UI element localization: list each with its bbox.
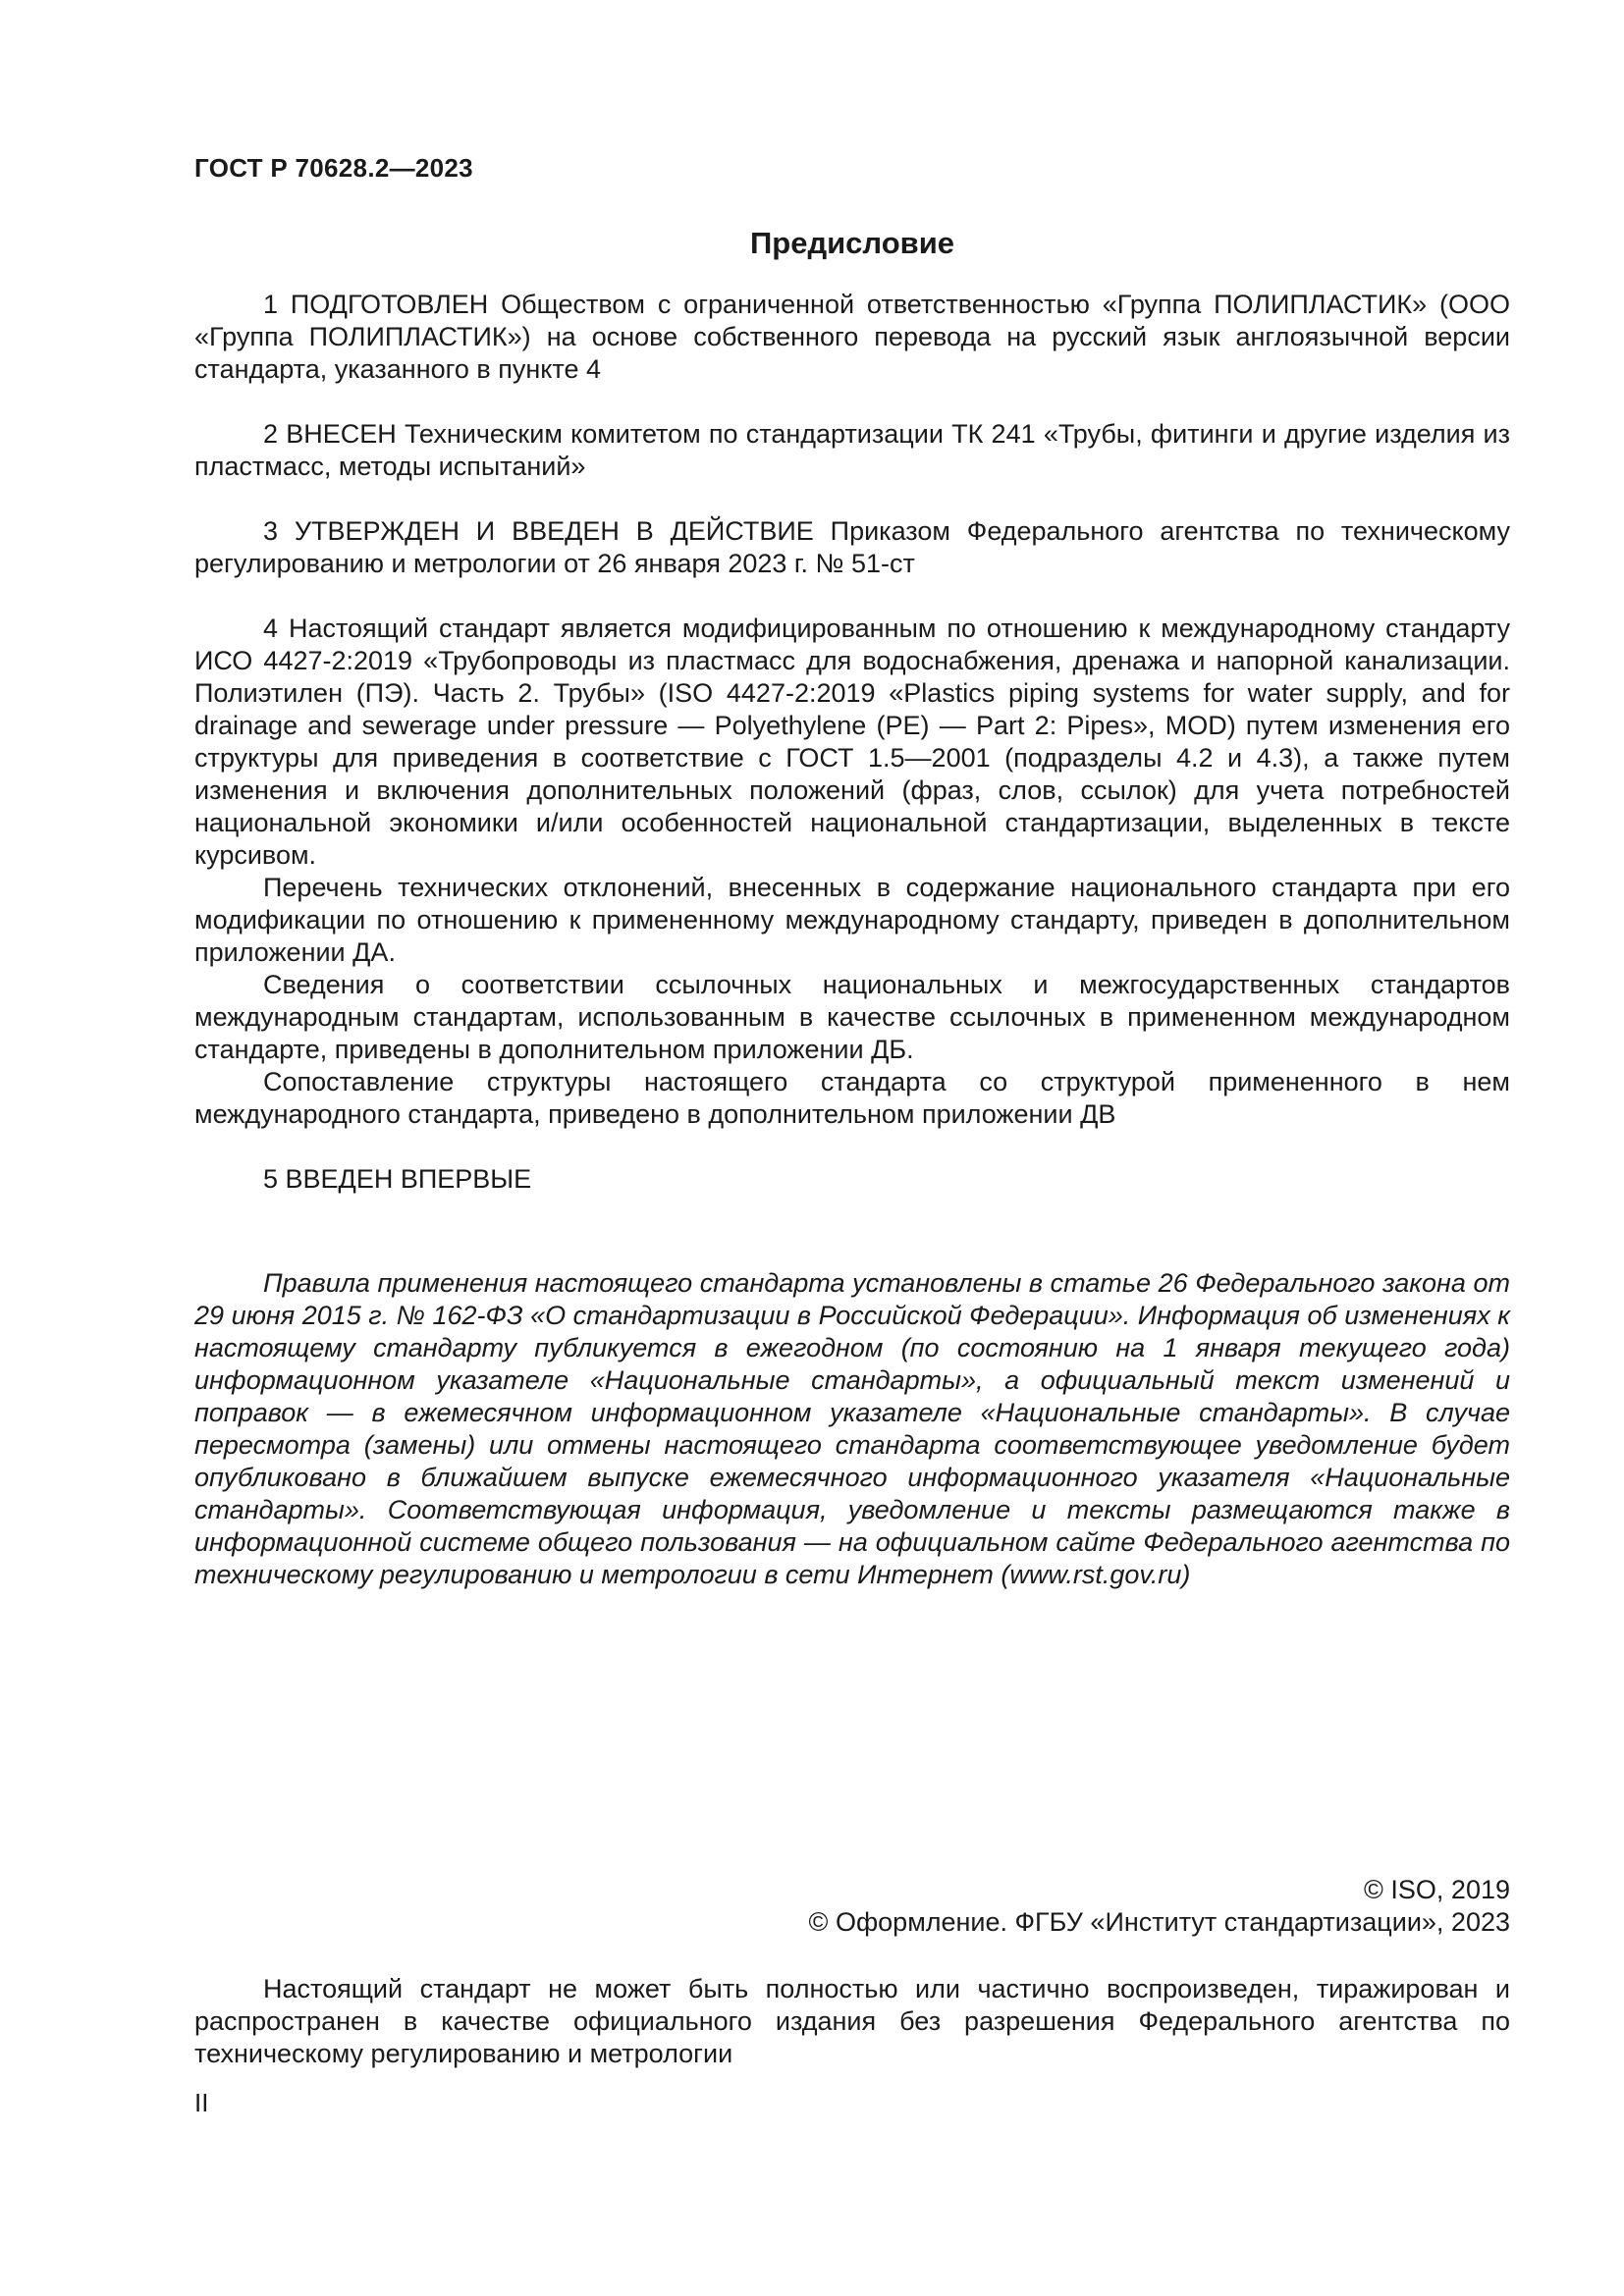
- copyright-block: [194, 1874, 1510, 1939]
- foreword-item-4-references: Сведения о соответствии ссылочных национальных и межгосударственных стандартов международным стандартам, использованным в качестве ссылочных в примененном международном стандарте, приведены в дополнительном приложении ДБ.: [194, 970, 1510, 1064]
- document-code-header: ГОСТ Р 70628.2—2023: [194, 153, 473, 183]
- foreword-item-2: 2 ВНЕСЕН Техническим комитетом по стандартизации ТК 241 «Трубы, фитинги и другие изделия из пластмасс, методы испытаний»: [194, 419, 1510, 481]
- foreword-item-3: 3 УТВЕРЖДЕН И ВВЕДЕН В ДЕЙСТВИЕ Приказом Федерального агентства по техническому регулированию и метрологии от 26 января 2023 г. № 51-ст: [194, 516, 1510, 578]
- foreword-item-5: 5 ВВЕДЕН ВПЕРВЫЕ: [263, 1164, 532, 1194]
- copyright-iso: © ISO, 2019: [1364, 1875, 1510, 1904]
- foreword-item-4-deviations: Перечень технических отклонений, внесенных в содержание национального стандарта при его модификации по отношению к примененному международному стандарту, приведен в дополнительном приложении ДА.: [194, 873, 1510, 967]
- reproduction-rights-notice: Настоящий стандарт не может быть полностью или частично воспроизведен, тиражирован и распространен в качестве официального издания без разрешения Федерального агентства по техническому регулированию и метрологии: [194, 1974, 1510, 2068]
- foreword-item-4: 4 Настоящий стандарт является модифицированным по отношению к международному стандарту ИСО 4427-2:2019 «Трубопроводы из пластмасс для водоснабжения, дренажа и напорной канализации. Полиэтилен (ПЭ). Часть 2. Трубы» (ISO 4427-2:2019 «Plastics piping systems for water supply, and for drainage and sewerage under pressure — Polyethylene (PE) — Part 2: Pipes», MOD) путем изменения его структуры для приведения в соответствие с ГОСТ 1.5—2001 (подразделы 4.2 и 4.3), а также путем изменения и включения дополнительных положений (фраз, слов, ссылок) для учета потребностей национальной экономики и/или особенностей национальной стандартизации, выделенных в тексте курсивом.: [194, 614, 1510, 870]
- copyright-design: © Оформление. ФГБУ «Институт стандартизации», 2023: [808, 1907, 1510, 1937]
- foreword-item-1: 1 ПОДГОТОВЛЕН Обществом с ограниченной ответственностью «Группа ПОЛИПЛАСТИК» (ООО «Группа ПОЛИПЛАСТИК») на основе собственного перевода на русский язык англоязычной версии стандарта, указанного в пункте 4: [194, 290, 1510, 384]
- application-rules-notice: Правила применения настоящего стандарта установлены в статье 26 Федерального закона от 29 июня 2015 г. № 162-ФЗ «О стандартизации в Российской Федерации». Информация об изменениях к настоящему стандарту публикуется в ежегодном (по состоянию на 1 января текущего года) информационном указателе «Национальные стандарты», а официальный текст изменений и поправок — в ежемесячном информационном указателе «Национальные стандарты». В случае пересмотра (замены) или отмены настоящего стандарта соответствующее уведомление будет опубликовано в ближайшем выпуске ежемесячного информационного указателя «Национальные стандарты». Соответствующая информация, уведомление и тексты размещаются также в информационной системе общего пользования — на официальном сайте Федерального агентства по техническому регулированию и метрологии в сети Интернет (www.rst.gov.ru): [194, 1268, 1510, 1589]
- foreword-content: [194, 289, 1510, 1196]
- page-number: II: [194, 2088, 209, 2117]
- foreword-item-4-structure: Сопоставление структуры настоящего стандарта со структурой примененного в нем международного стандарта, приведено в дополнительном приложении ДВ: [194, 1067, 1510, 1129]
- page-title: Предисловие: [749, 226, 954, 260]
